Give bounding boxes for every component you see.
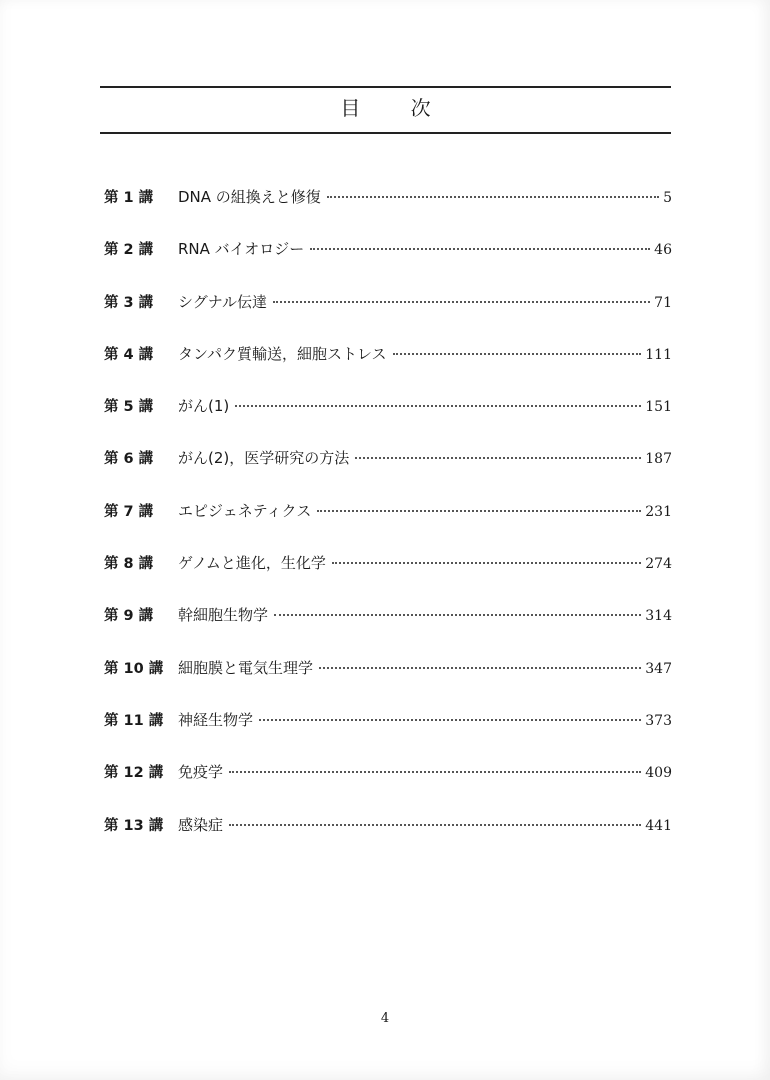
toc-dot-leader	[274, 614, 641, 616]
toc-entry-title: タンパク質輸送，細胞ストレス	[178, 344, 387, 363]
toc-entry	[104, 657, 672, 709]
toc-entry	[104, 447, 672, 499]
toc-entry	[104, 604, 672, 656]
toc-entry-title: 感染症	[178, 815, 224, 834]
toc-lecture-number: 第 5 講	[104, 399, 154, 416]
toc-lecture-number: 第 2 講	[104, 242, 154, 259]
toc-dot-leader	[327, 196, 659, 198]
toc-entry-title: DNA の組換えと修復	[178, 188, 321, 206]
toc-lecture-number: 第 6 講	[104, 451, 154, 468]
toc-page-number: 151	[645, 399, 672, 416]
toc-dot-leader	[235, 405, 641, 407]
toc-lecture-number: 第 7 講	[104, 503, 154, 520]
toc-lecture-number: 第 3 講	[104, 294, 154, 311]
toc-entry	[104, 552, 672, 604]
toc-entry-title: 神経生物学	[178, 710, 254, 729]
toc-entry-title: がん(1)	[178, 397, 230, 416]
page-title: 目 次	[340, 96, 453, 120]
toc-entry-title: エピジェネティクス	[178, 501, 312, 520]
toc-entry-title: 細胞膜と電気生理学	[178, 658, 314, 677]
toc-entry	[104, 814, 672, 866]
toc-entry-title: シグナル伝達	[178, 292, 267, 311]
toc-page-number: 347	[645, 660, 672, 677]
toc-entry-title: がん(2)，医学研究の方法	[178, 449, 350, 468]
toc-dot-leader	[319, 667, 641, 669]
toc-entry-title: RNA バイオロジー	[178, 240, 305, 259]
toc-entry	[104, 343, 672, 395]
toc-page-number: 409	[645, 765, 672, 782]
toc-page-number: 441	[645, 817, 672, 834]
toc-page-number: 314	[645, 608, 672, 625]
toc-dot-leader	[393, 353, 642, 355]
toc-entry-title: ゲノムと進化，生化学	[178, 554, 326, 573]
toc-entry	[104, 238, 672, 290]
toc-dot-leader	[332, 562, 641, 564]
toc-page-number: 5	[663, 190, 672, 206]
toc-page-number: 373	[645, 712, 672, 729]
header-rule-bottom	[100, 132, 671, 134]
toc-page-number: 231	[645, 503, 672, 520]
toc-dot-leader	[273, 301, 650, 303]
toc-entry	[104, 291, 672, 343]
toc-lecture-number: 第 13 講	[104, 817, 164, 834]
toc-dot-leader	[317, 510, 641, 512]
header-rule-top	[100, 86, 671, 88]
toc-lecture-number: 第 12 講	[104, 765, 164, 782]
toc-page-number: 274	[645, 556, 672, 573]
toc-dot-leader	[229, 824, 641, 826]
toc-entry	[104, 395, 672, 447]
toc-entry	[104, 500, 672, 552]
toc-dot-leader	[310, 248, 650, 250]
toc-page-number: 46	[654, 242, 672, 259]
page-number: 4	[380, 1011, 390, 1026]
toc-entry	[104, 709, 672, 761]
toc-page-number: 187	[645, 451, 672, 468]
toc-dot-leader	[229, 771, 641, 773]
toc-lecture-number: 第 9 講	[104, 608, 154, 625]
toc-entry-title: 免疫学	[178, 763, 224, 782]
toc-dot-leader	[355, 457, 641, 459]
toc-page-number: 71	[654, 294, 672, 311]
toc-lecture-number: 第 4 講	[104, 346, 154, 363]
toc-entry-title: 幹細胞生物学	[178, 606, 269, 625]
toc-lecture-number: 第 11 講	[104, 712, 164, 729]
toc-page-number: 111	[645, 346, 672, 363]
toc-dot-leader	[259, 719, 641, 721]
toc-entry	[104, 761, 672, 813]
toc-lecture-number: 第 8 講	[104, 556, 154, 573]
toc-lecture-number: 第 1 講	[104, 190, 154, 206]
table-of-contents	[104, 186, 672, 866]
toc-entry	[104, 186, 672, 238]
toc-lecture-number: 第 10 講	[104, 660, 164, 677]
